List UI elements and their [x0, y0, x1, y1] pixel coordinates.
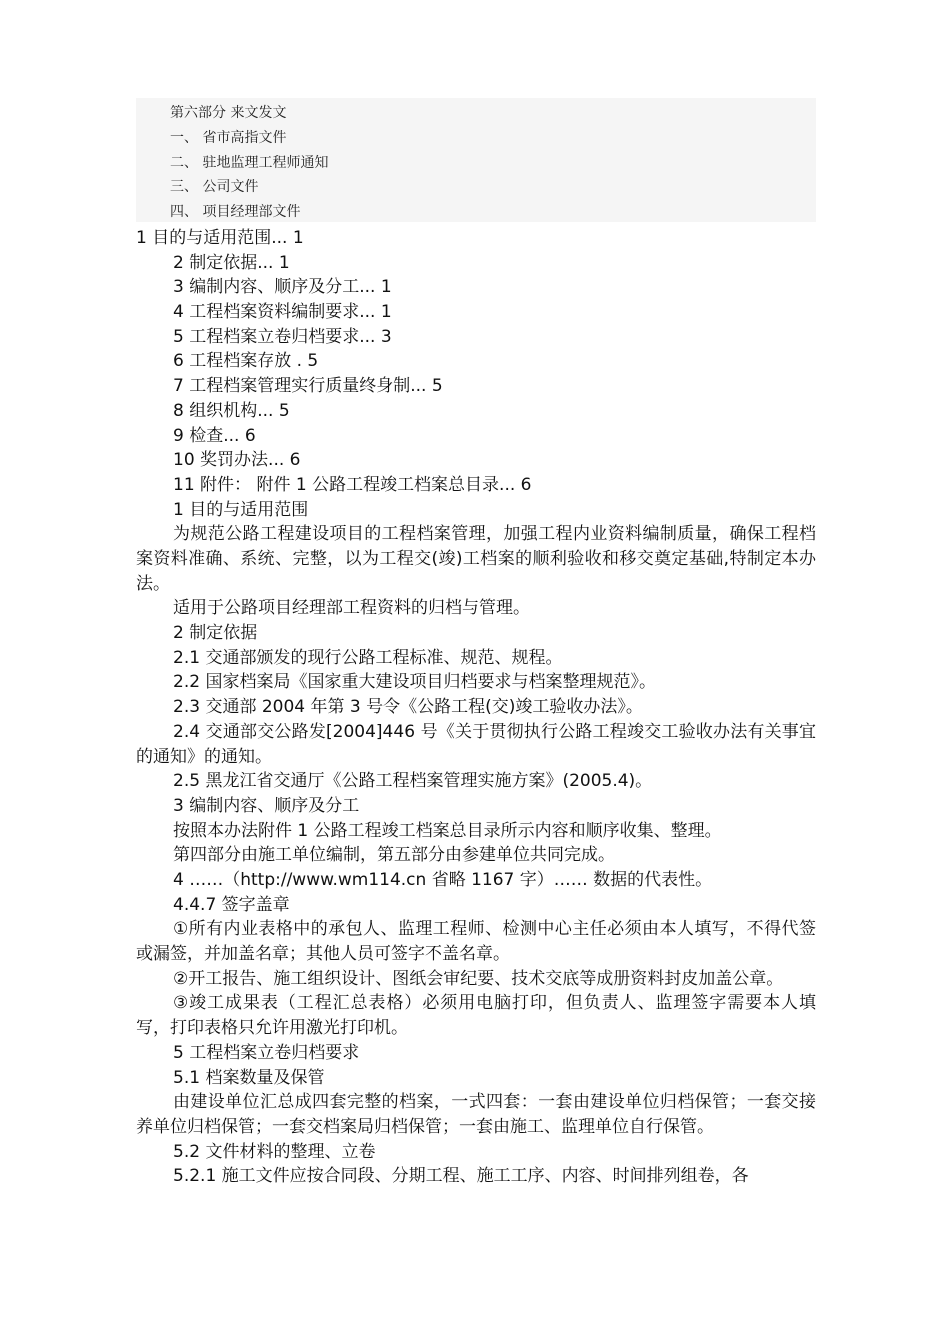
toc-header-item: 一、 省市高指文件	[170, 130, 287, 146]
toc-entry: 7 工程档案管理实行质量终身制... 5	[173, 376, 443, 397]
paragraph: ③竣工成果表（工程汇总表格）必须用电脑打印，但负责人、监理签字需要本人填写，打印表格只允许用激光打印机。	[136, 993, 816, 1039]
section-heading: 2 制定依据	[173, 623, 258, 644]
toc-entry: 9 检查... 6	[173, 425, 256, 446]
paragraph: ①所有内业表格中的承包人、监理工程师、检测中心主任必须由本人填写，不得代签或漏签，并加盖名章；其他人员可签字不盖名章。	[136, 919, 816, 965]
clause: 2.1 交通部颁发的现行公路工程标准、规范、规程。	[173, 647, 563, 668]
toc-entry: 8 组织机构... 5	[173, 400, 290, 421]
document-body	[136, 226, 816, 1189]
toc-entry: 10 奖罚办法... 6	[173, 450, 301, 471]
paragraph: 第四部分由施工单位编制，第五部分由参建单位共同完成。	[173, 845, 615, 866]
paragraph: 为规范公路工程建设项目的工程档案管理，加强工程内业资料编制质量，确保工程档案资料准确、系统、完整，以为工程交(竣)工档案的顺利验收和移交奠定基础,特制定本办法。	[136, 524, 816, 594]
paragraph: 按照本办法附件 1 公路工程竣工档案总目录所示内容和顺序收集、整理。	[173, 820, 722, 841]
section-heading: 3 编制内容、顺序及分工	[173, 795, 360, 816]
toc-entry: 6 工程档案存放 . 5	[173, 351, 319, 372]
toc-entry: 11 附件： 附件 1 公路工程竣工档案总目录... 6	[173, 474, 532, 495]
paragraph: ②开工报告、施工组织设计、图纸会审纪要、技术交底等成册资料封皮加盖公章。	[173, 968, 784, 989]
toc-entry: 5 工程档案立卷归档要求... 3	[173, 326, 392, 347]
paragraph: 由建设单位汇总成四套完整的档案，一式四套：一套由建设单位归档保管；一套交接养单位归档保管；一套交档案局归档保管；一套由施工、监理单位自行保管。	[136, 1092, 816, 1137]
section-heading: 5 工程档案立卷归档要求	[173, 1042, 360, 1063]
clause: 5.2.1 施工文件应按合同段、分期工程、施工工序、内容、时间排列组卷，各	[173, 1166, 749, 1187]
section-heading: 1 目的与适用范围	[173, 499, 309, 520]
toc-entry: 4 工程档案资料编制要求... 1	[173, 302, 392, 323]
omission-note: 4 ……（http://www.wm114.cn 省略 1167 字）…… 数据的代表性。	[173, 869, 713, 890]
toc-entry: 2 制定依据... 1	[173, 252, 290, 273]
toc-entry: 3 编制内容、顺序及分工... 1	[173, 277, 392, 298]
clause: 2.5 黑龙江省交通厅《公路工程档案管理实施方案》(2005.4)。	[173, 771, 653, 792]
clause: 2.3 交通部 2004 年第 3 号令《公路工程(交)竣工验收办法》。	[173, 697, 643, 718]
clause: 2.4 交通部交公路发[2004]446 号《关于贯彻执行公路工程竣交工验收办法有关事宜的通知》的通知。	[136, 721, 816, 767]
section-heading: 4.4.7 签字盖章	[173, 894, 290, 915]
toc-header-item: 三、 公司文件	[170, 179, 259, 195]
toc-entry: 1 目的与适用范围... 1	[136, 228, 304, 248]
clause: 2.2 国家档案局《国家重大建设项目归档要求与档案整理规范》。	[173, 672, 656, 693]
section-heading: 5.2 文件材料的整理、立卷	[173, 1141, 376, 1162]
section-heading: 5.1 档案数量及保管	[173, 1067, 325, 1088]
paragraph: 适用于公路项目经理部工程资料的归档与管理。	[173, 598, 530, 619]
toc-header-item: 二、 驻地监理工程师通知	[170, 155, 329, 171]
toc-header-item: 四、 项目经理部文件	[170, 204, 301, 220]
toc-header-title: 第六部分 来文发文	[170, 105, 287, 121]
